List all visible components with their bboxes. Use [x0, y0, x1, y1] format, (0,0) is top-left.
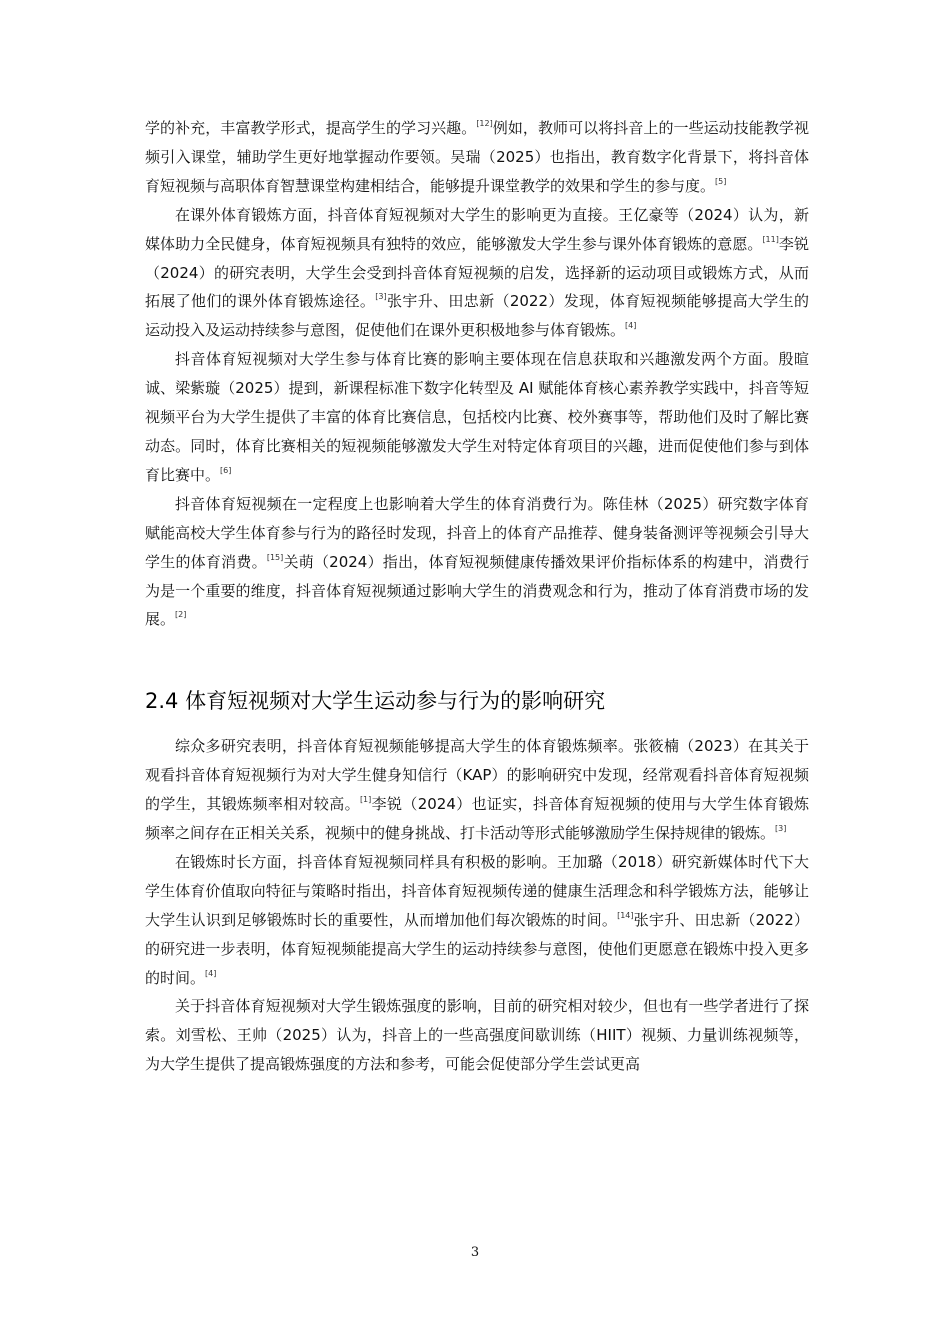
citation-marker: [1]: [359, 795, 372, 805]
paragraph-text: 李锐（2024）的研究表明，大学生会受到抖音体育短视频的启发，选择新的运动项目或锻炼方式，从而拓展了他们的课外体育锻炼途径。: [145, 234, 809, 311]
page-number: 3: [470, 1245, 480, 1260]
paragraph-text: 学的补充，丰富教学形式，提高学生的学习兴趣。: [145, 119, 477, 137]
citation-marker: [6]: [220, 465, 232, 475]
paragraph: [145, 490, 809, 635]
citation-marker: [4]: [205, 968, 217, 978]
citation-marker: [14]: [617, 910, 634, 920]
body-text-top: [145, 114, 809, 634]
paragraph-text: 张宇升、田忠新（2022）发现，体育短视频能够提高大学生的运动投入及运动持续参与意图，促使他们在课外更积极地参与体育锻炼。: [145, 292, 809, 340]
paragraph: [145, 201, 809, 346]
body-text-bottom: [145, 732, 809, 1079]
paragraph-text: 综众多研究表明，抖音体育短视频能够提高大学生的体育锻炼频率。张筱楠（2023）在其关于观看抖音体育短视频行为对大学生健身知信行（KAP）的影响研究中发现，经常观看抖音体育短视频的学生，其锻炼频率相对较高。: [145, 737, 809, 814]
paragraph-text: 例如，教师可以将抖音上的一些运动技能教学视频引入课堂，辅助学生更好地掌握动作要领。吴瑞（2025）也指出，教育数字化背景下，将抖音体育短视频与高职体育智慧课堂构建相结合，能够提升课堂教学的效果和学生的参与度。: [145, 119, 809, 195]
paragraph: [145, 848, 809, 993]
citation-marker: [15]: [266, 552, 284, 562]
citation-marker: [12]: [476, 119, 493, 128]
paragraph-text: 抖音体育短视频在一定程度上也影响着大学生的体育消费行为。陈佳林（2025）研究数字体育赋能高校大学生体育参与行为的路径时发现，抖音上的体育产品推荐、健身装备测评等视频会引导大学生的体育消费。: [145, 494, 809, 571]
paragraph: [145, 992, 809, 1079]
paragraph: [145, 345, 809, 490]
paragraph-text: 关萌（2024）指出，体育短视频健康传播效果评价指标体系的构建中，消费行为是一个重要的维度，抖音体育短视频通过影响大学生的消费观念和行为，推动了体育消费市场的发展。: [145, 552, 809, 629]
paragraph: [145, 114, 809, 201]
citation-marker: [2]: [175, 610, 187, 620]
paragraph-text: 关于抖音体育短视频对大学生锻炼强度的影响，目前的研究相对较少，但也有一些学者进行了探索。刘雪松、王帅（2025）认为，抖音上的一些高强度间歇训练（HIIT）视频、力量训练视频等，为大学生提供了提高锻炼强度的方法和参考，可能会促使部分学生尝试更高: [145, 997, 809, 1074]
paragraph-text: 抖音体育短视频对大学生参与体育比赛的影响主要体现在信息获取和兴趣激发两个方面。殷暄诚、梁紫璇（2025）提到，新课程标准下数字化转型及 AI 赋能体育核心素养教学实践中，抖音等短视频平台为大学生提供了丰富的体育比赛信息，包括校内比赛、校外赛事等，帮助他们及时了解比赛动态。同时，体育比赛相关的短视频能够激发大学生对特定体育项目的兴趣，进而促使他们参与到体育比赛中。: [145, 350, 809, 484]
citation-marker: [11]: [762, 234, 779, 244]
citation-marker: [4]: [625, 321, 637, 331]
paragraph-text: 李锐（2024）也证实，抖音体育短视频的使用与大学生体育锻炼频率之间存在正相关关系，视频中的健身挑战、打卡活动等形式能够激励学生保持规律的锻炼。: [145, 795, 809, 843]
citation-marker: [3]: [775, 824, 787, 834]
citation-marker: [3]: [375, 292, 387, 302]
paragraph-text: 张宇升、田忠新（2022）的研究进一步表明，体育短视频能提高大学生的运动持续参与意图，使他们更愿意在锻炼中投入更多的时间。: [145, 910, 809, 987]
citation-marker: [5]: [715, 176, 727, 186]
section-heading: 2.4 体育短视频对大学生运动参与行为的影响研究: [145, 689, 606, 714]
paragraph: [145, 732, 809, 848]
paragraph-text: 在锻炼时长方面，抖音体育短视频同样具有积极的影响。王加璐（2018）研究新媒体时代下大学生体育价值取向特征与策略时指出，抖音体育短视频传递的健康生活理念和科学锻炼方法，能够让大学生认识到足够锻炼时长的重要性，从而增加他们每次锻炼的时间。: [145, 852, 809, 929]
page-body: [145, 114, 809, 1079]
paragraph-text: 在课外体育锻炼方面，抖音体育短视频对大学生的影响更为直接。王亿豪等（2024）认为，新媒体助力全民健身，体育短视频具有独特的效应，能够激发大学生参与课外体育锻炼的意愿。: [145, 205, 809, 253]
